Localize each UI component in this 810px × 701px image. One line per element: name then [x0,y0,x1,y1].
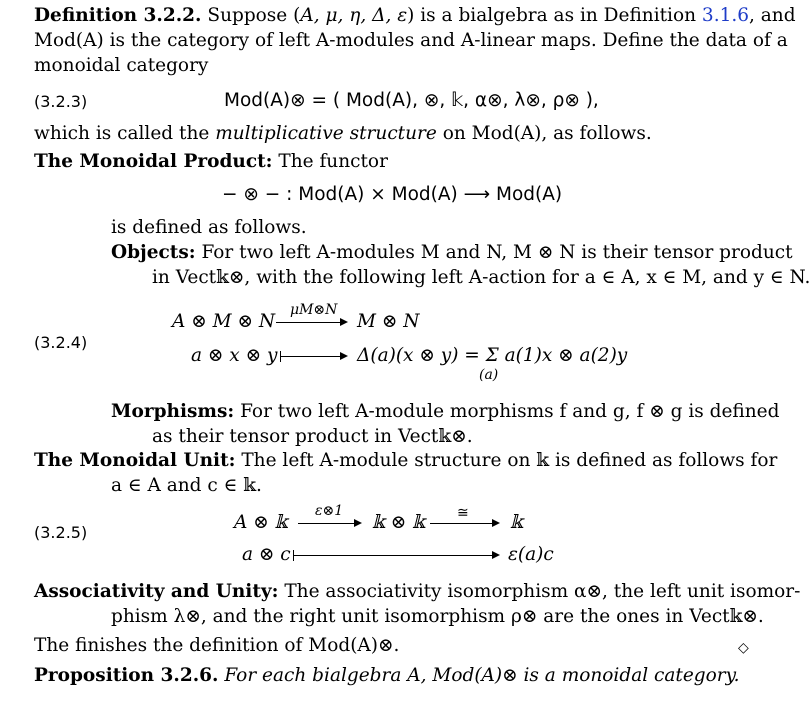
diagram-325-top-mid: 𝕜 ⊗ 𝕜 [372,512,425,533]
definition-heading: Definition 3.2.2. [34,5,202,26]
proposition-heading: Proposition 3.2.6. [34,665,219,686]
monoidal-product-line [34,150,388,174]
monoidal-unit-text-1: The left A-module structure on 𝕜 is defined as follows for [241,450,778,471]
mult-emph: multiplicative structure [215,123,437,144]
diagram-324-bottom-left: a ⊗ x ⊗ y [191,345,278,366]
diagram-325-mapsto-arrow [293,555,498,556]
multiplicative-structure-line [34,122,652,146]
equation-number-324: (3.2.4) [34,333,88,352]
diagram-325-top-right: 𝕜 [510,512,523,533]
objects-heading: Objects: [111,242,196,263]
finish-line: The finishes the definition of Mod(A)⊗. [34,635,400,656]
mult-prefix: which is called the [34,123,210,144]
monoidal-unit-heading: The Monoidal Unit: [34,450,236,471]
mult-suffix: on Mod(A), as follows. [442,123,652,144]
objects-text-1: For two left A-modules M and N, M ⊗ N is their tensor product [201,242,793,263]
diagram-324-top-arrow [276,322,346,323]
monoidal-product-heading: The Monoidal Product: [34,151,273,172]
diagram-324-top-label: μM⊗N [290,302,338,318]
diagram-324-bottom-right: Δ(a)(x ⊗ y) = Σ a(1)x ⊗ a(2)y [357,345,628,366]
defined-as-follows: is defined as follows. [111,217,307,238]
diagram-325-top-left: A ⊗ 𝕜 [234,512,288,533]
diagram-325-label-2: ≅ [457,505,469,521]
assoc-heading: Associativity and Unity: [34,581,279,602]
definition-text-a: Suppose ( [207,5,301,26]
assoc-text-1: The associativity isomorphism α⊗, the left unit isomor- [284,581,801,602]
diagram-325-arrow-1 [298,523,360,524]
morphisms-text-1: For two left A-module morphisms f and g, f ⊗ g is defined [240,401,780,422]
diagram-325-bottom-left: a ⊗ c [242,544,291,565]
diagram-324-top-left: A ⊗ M ⊗ N [172,311,276,332]
functor-formula: − ⊗ − : Mod(A) × Mod(A) ⟶ Mod(A) [222,184,563,205]
end-of-definition-mark: ◇ [738,640,749,656]
assoc-line-2: phism λ⊗, and the right unit isomorphism ρ⊗ are the ones in Vect𝕜⊗. [111,606,764,627]
proposition-text: For each bialgebra A, Mod(A)⊗ is a monoidal category. [224,665,740,686]
morphisms-heading: Morphisms: [111,401,235,422]
diagram-324-sum-index: (a) [479,367,499,383]
equation-number-325: (3.2.5) [34,523,88,542]
morphisms-line-1 [111,400,779,424]
diagram-325-label-1: ε⊗1 [315,503,344,519]
bialgebra-tuple: A, μ, η, Δ, ε [300,5,408,26]
monoidal-unit-line-1 [34,449,777,473]
definition-text-c: , and [749,5,796,26]
definition-line-1 [34,4,796,28]
diagram-325-bottom-right: ε(a)c [508,544,554,565]
definition-text-b: ) is a bialgebra as in Definition [407,5,697,26]
diagram-325-arrow-2 [430,523,498,524]
monoidal-product-text: The functor [278,151,388,172]
diagram-324-top-right: M ⊗ N [357,311,420,332]
diagram-324-mapsto-arrow [280,356,346,357]
proposition-line [34,664,740,688]
objects-line-1 [111,241,793,265]
assoc-line-1 [34,580,800,604]
morphisms-line-2: as their tensor product in Vect𝕜⊗. [152,426,473,447]
definition-line-3: monoidal category [34,55,209,76]
definition-line-2: Mod(A) is the category of left A-modules and A-linear maps. Define the data of a [34,30,788,51]
equation-323: Mod(A)⊗ = ( Mod(A), ⊗, 𝕜, α⊗, λ⊗, ρ⊗ ), [224,90,599,111]
definition-ref-link[interactable]: 3.1.6 [701,5,749,26]
monoidal-unit-line-2: a ∈ A and c ∈ 𝕜. [111,475,262,496]
equation-number-323: (3.2.3) [34,92,88,111]
objects-line-2: in Vect𝕜⊗, with the following left A-action for a ∈ A, x ∈ M, and y ∈ N. [152,267,810,288]
